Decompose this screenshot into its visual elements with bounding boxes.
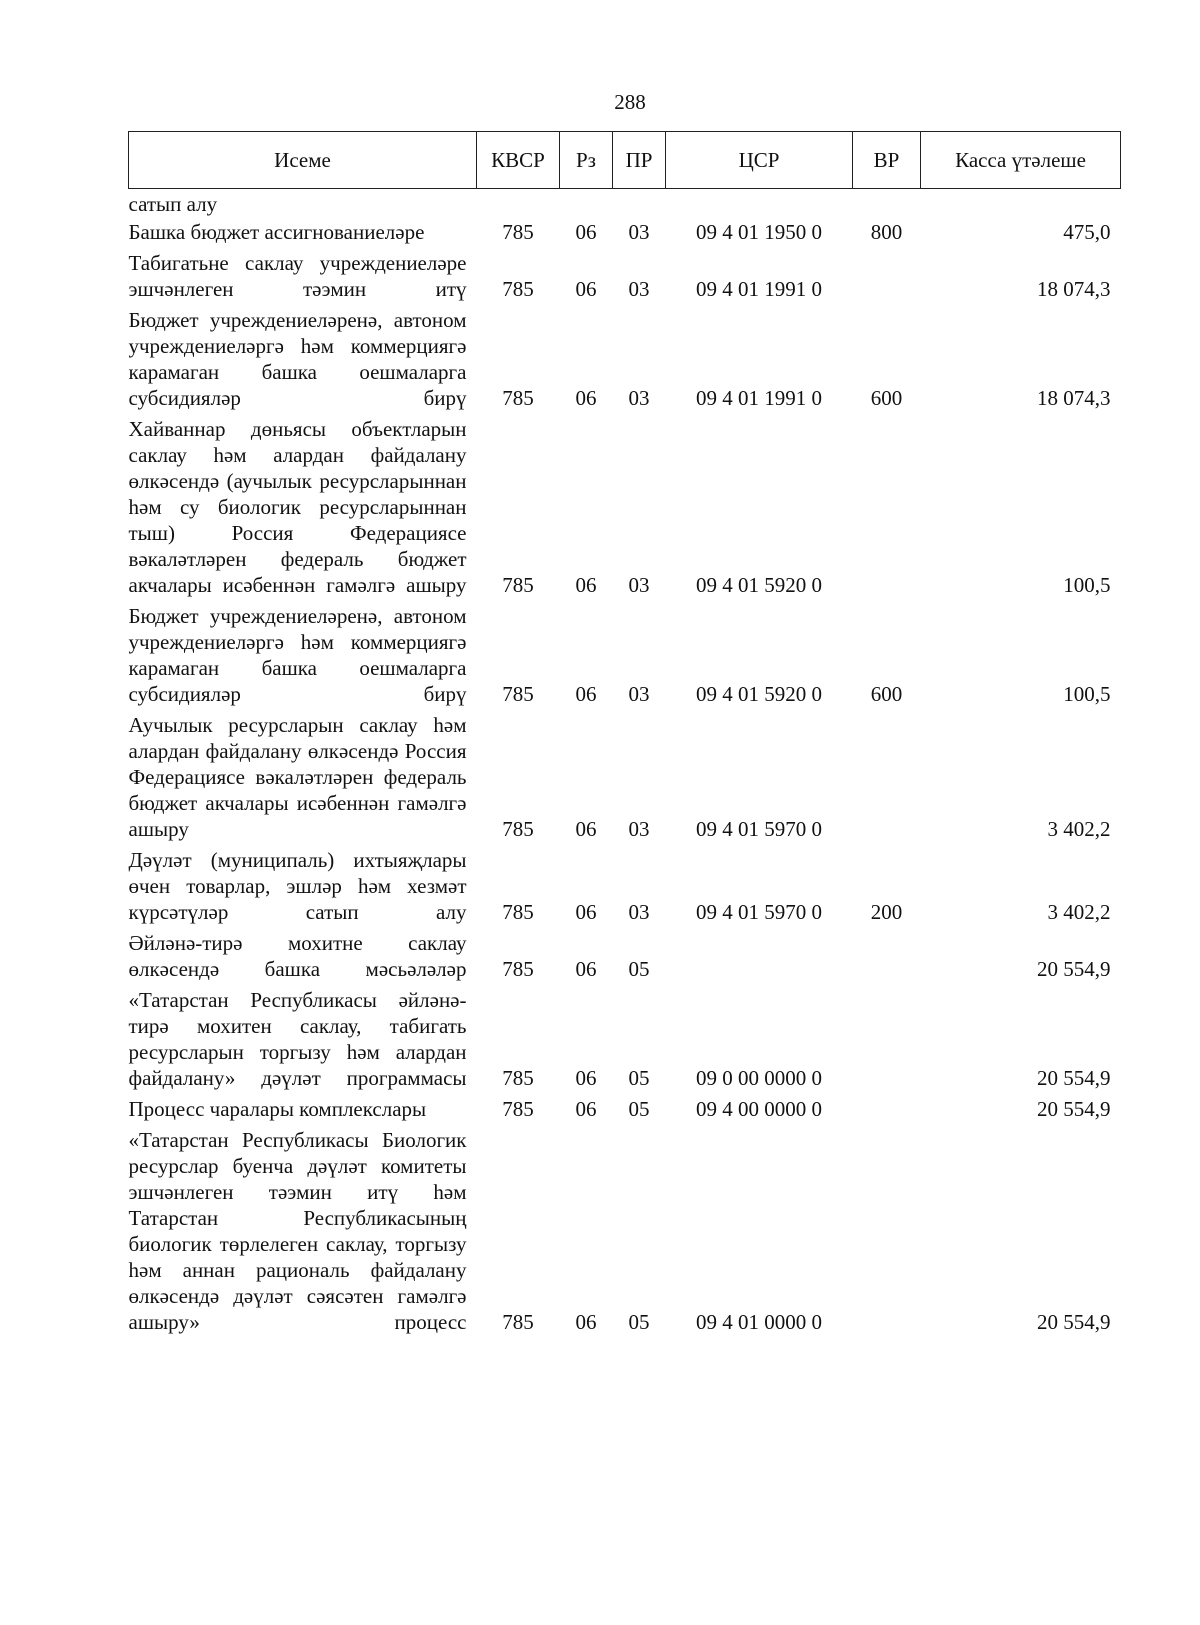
row-name: Әйләнә-тирә мохитне саклау өлкәсендә башка мәсьәләләр: [128, 931, 467, 981]
row-rz: 06: [575, 573, 597, 597]
row-vr: [853, 985, 921, 1094]
row-kvsr: 785: [502, 220, 534, 244]
row-kassa: 3 402,2: [1047, 900, 1111, 924]
row-kvsr: [477, 189, 560, 218]
row-csr: 09 4 01 1991 0: [696, 386, 822, 410]
header-name: Исеме: [129, 132, 477, 189]
row-csr: 09 0 00 0000 0: [696, 1066, 822, 1090]
row-pr: 05: [628, 957, 650, 981]
row-vr: [853, 414, 921, 601]
row-vr: [853, 189, 921, 218]
row-name: Дәүләт (муниципаль) ихтыяҗлары өчен товарлар, эшләр һәм хезмәт күрсәтүләр сатып алу: [128, 848, 467, 924]
row-vr: 600: [870, 386, 903, 410]
row-name: Башка бюджет ассигнованиеләре: [128, 220, 425, 244]
row-kassa: 100,5: [1063, 682, 1111, 706]
table-header-row: [129, 132, 1121, 189]
row-pr: 03: [628, 386, 650, 410]
row-kassa: 20 554,9: [1037, 957, 1111, 981]
header-kvsr: КВСР: [477, 132, 560, 189]
row-rz: 06: [575, 1066, 597, 1090]
header-vr: ВР: [853, 132, 921, 189]
row-rz: 06: [575, 386, 597, 410]
row-kassa: 3 402,2: [1047, 817, 1111, 841]
table-row: [129, 985, 1121, 1094]
page-number: 288: [614, 90, 646, 114]
row-kassa: 20 554,9: [1037, 1066, 1111, 1090]
table-row: [129, 414, 1121, 601]
row-pr: 03: [628, 277, 650, 301]
table-row: [129, 248, 1121, 305]
table-row: [129, 1125, 1121, 1338]
row-rz: 06: [575, 1097, 597, 1121]
row-csr: 09 4 00 0000 0: [696, 1097, 822, 1121]
row-kvsr: 785: [502, 682, 534, 706]
row-name: Бюджет учреждениеләренә, автоном учреждениеләргә һәм коммерциягә карамаган башка оешмаларга субсидияләр бирү: [128, 308, 467, 410]
table-row: [129, 189, 1121, 218]
row-rz: 06: [575, 682, 597, 706]
row-vr: [853, 710, 921, 845]
row-name: «Татарстан Республикасы Биологик ресурслар буенча дәүләт комитеты эшчәнлеген тәэмин итү һәм Татарстан Республикасының биологик төрлелеген саклау, торгызу һәм аннан рациональ файдалану өлкәсендә дәүләт сәясәтен гамәлгә ашыру» процесс: [128, 1128, 467, 1334]
row-csr: 09 4 01 5970 0: [696, 817, 822, 841]
row-kassa: 475,0: [1063, 220, 1111, 244]
row-vr: [853, 1125, 921, 1338]
row-pr: 05: [628, 1310, 650, 1334]
table-row: [129, 601, 1121, 710]
row-vr: 200: [870, 900, 903, 924]
row-kvsr: 785: [502, 277, 534, 301]
row-pr: 03: [628, 900, 650, 924]
table-row: [129, 217, 1121, 248]
row-kvsr: 785: [502, 1097, 534, 1121]
table-row: [129, 1094, 1121, 1125]
row-csr: 09 4 01 5970 0: [696, 900, 822, 924]
table-row: [129, 305, 1121, 414]
row-pr: 03: [628, 817, 650, 841]
budget-table: [128, 131, 1121, 1338]
row-name: Хайваннар дөньясы объектларын саклау һәм алардан файдалану өлкәсендә (аучылык ресурсларыннан һәм су биологик ресурсларыннан тыш) Россия Федерациясе вәкаләтләрен федераль бюджет акчалары исәбеннән гамәлгә ашыру: [128, 417, 467, 597]
row-kassa: 18 074,3: [1037, 277, 1111, 301]
header-csr: ЦСР: [666, 132, 853, 189]
row-kassa: 20 554,9: [1037, 1097, 1111, 1121]
row-kvsr: 785: [502, 1310, 534, 1334]
row-vr: [853, 928, 921, 985]
row-csr: 09 4 01 0000 0: [696, 1310, 822, 1334]
row-rz: 06: [575, 220, 597, 244]
row-kassa: 20 554,9: [1037, 1310, 1111, 1334]
row-vr: 800: [870, 220, 903, 244]
row-name: Бюджет учреждениеләренә, автоном учреждениеләргә һәм коммерциягә карамаган башка оешмаларга субсидияләр бирү: [128, 604, 467, 706]
row-rz: [560, 189, 613, 218]
row-pr: 03: [628, 682, 650, 706]
row-kvsr: 785: [502, 573, 534, 597]
row-pr: 05: [628, 1097, 650, 1121]
row-kvsr: 785: [502, 386, 534, 410]
row-rz: 06: [575, 900, 597, 924]
row-name: Аучылык ресурсларын саклау һәм алардан файдалану өлкәсендә Россия Федерациясе вәкаләтләрен федераль бюджет акчалары исәбеннән гамәлгә ашыру: [128, 713, 467, 841]
row-csr: 09 4 01 5920 0: [696, 573, 822, 597]
row-vr: [853, 1094, 921, 1125]
row-kvsr: 785: [502, 900, 534, 924]
row-rz: 06: [575, 817, 597, 841]
row-pr: 03: [628, 220, 650, 244]
row-pr: [613, 189, 666, 218]
row-pr: 03: [628, 573, 650, 597]
row-csr: [666, 928, 853, 985]
header-rz: Рз: [560, 132, 613, 189]
row-name: «Татарстан Республикасы әйләнә-тирә мохитен саклау, табигать ресурсларын торгызу һәм алардан файдалану» дәүләт программасы: [128, 988, 467, 1090]
row-name: Табигатьне саклау учреждениеләре эшчәнлеген тәэмин итү: [128, 251, 467, 301]
row-name: Процесс чаралары комплекслары: [128, 1097, 427, 1121]
table-row: [129, 928, 1121, 985]
table-row: [129, 710, 1121, 845]
row-csr: [666, 189, 853, 218]
row-vr: [853, 248, 921, 305]
row-kvsr: 785: [502, 957, 534, 981]
row-kassa: 100,5: [1063, 573, 1111, 597]
row-rz: 06: [575, 277, 597, 301]
row-rz: 06: [575, 1310, 597, 1334]
header-pr: ПР: [613, 132, 666, 189]
row-rz: 06: [575, 957, 597, 981]
row-kassa: [921, 189, 1121, 218]
row-kvsr: 785: [502, 817, 534, 841]
row-csr: 09 4 01 1950 0: [696, 220, 822, 244]
header-kassa: Касса үтәлеше: [921, 132, 1121, 189]
row-pr: 05: [628, 1066, 650, 1090]
row-csr: 09 4 01 5920 0: [696, 682, 822, 706]
row-name: сатып алу: [128, 192, 218, 216]
row-kvsr: 785: [502, 1066, 534, 1090]
table-row: [129, 845, 1121, 928]
row-csr: 09 4 01 1991 0: [696, 277, 822, 301]
row-kassa: 18 074,3: [1037, 386, 1111, 410]
row-vr: 600: [870, 682, 903, 706]
